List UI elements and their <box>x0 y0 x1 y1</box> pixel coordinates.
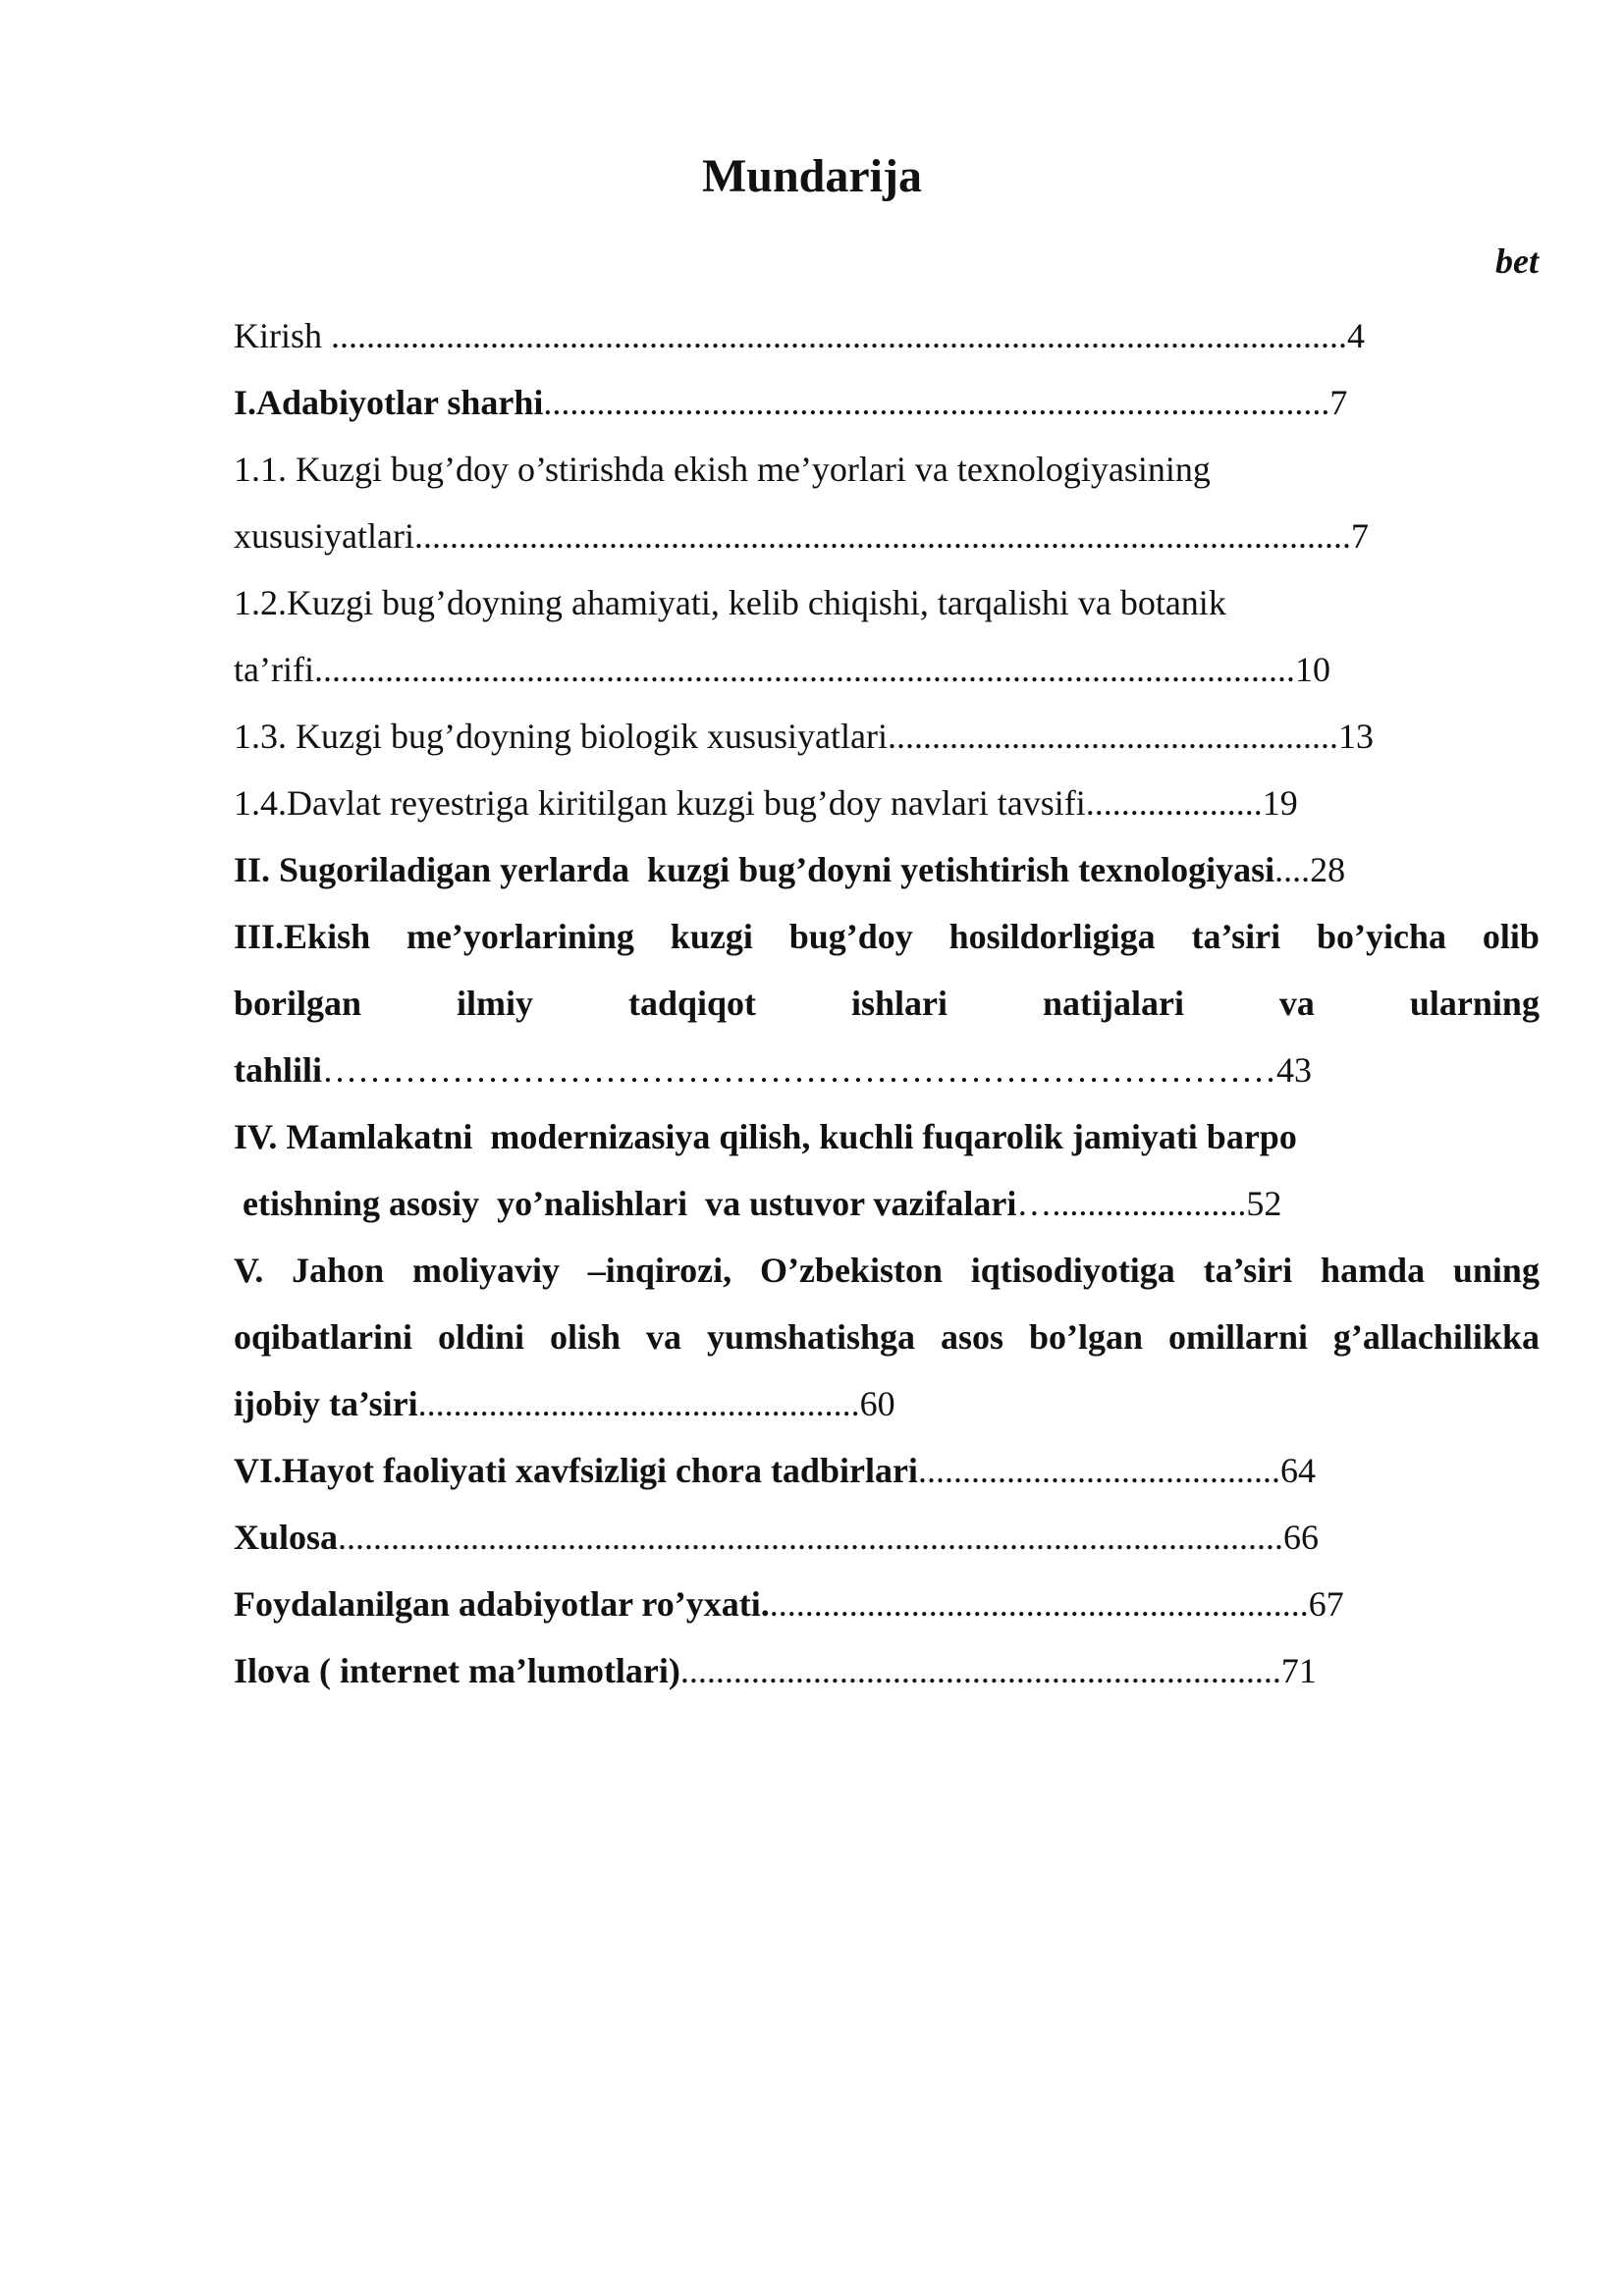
toc-entry-chapter-5-line3: ijobiy ta’siri..................................................60 <box>234 1384 895 1423</box>
word: asos <box>940 1317 1004 1357</box>
toc-entry-chapter-6: VI.Hayot faoliyati xavfsizligi chora tadbirlari.........................................64 <box>234 1451 1316 1490</box>
word: moliyaviy <box>412 1251 560 1290</box>
word: va <box>646 1317 682 1357</box>
word: va <box>1278 984 1315 1023</box>
toc-entry-1-1-line1: 1.1. Kuzgi bug’doy o’stirishda ekish me’yorlari va texnologiyasining <box>234 450 1211 489</box>
toc-entry-chapter-3-line3: tahlili………………………………………………………………………43 <box>234 1050 1313 1090</box>
word: natijalari <box>1042 984 1184 1023</box>
word: oldini <box>438 1317 525 1357</box>
toc-entry-1-3: 1.3. Kuzgi bug’doyning biologik xususiyatlari...................................................13 <box>234 717 1374 756</box>
toc-entry-chapter-4-line2: etishning asosiy yo’nalishlari va ustuvor vazifalari…......................52 <box>234 1184 1282 1223</box>
toc-entry-1-2-line2: ta’rifi...............................................................................................................10 <box>234 650 1330 689</box>
word: uning <box>1452 1251 1540 1290</box>
word: yumshatishga <box>706 1317 916 1357</box>
toc-entry-kirish: Kirish ...................................................................................................................4 <box>234 316 1365 355</box>
toc-entry-chapter-1: I.Adabiyotlar sharhi.........................................................................................7 <box>234 383 1348 422</box>
word: g’allachilikka <box>1332 1317 1540 1357</box>
word: ta’siri <box>1203 1251 1293 1290</box>
word: borilgan <box>234 984 362 1023</box>
word: Jahon <box>292 1251 385 1290</box>
word: bug’doy <box>788 917 913 956</box>
word: ta’siri <box>1191 917 1281 956</box>
word: hosildorligiga <box>948 917 1156 956</box>
table-of-contents <box>234 302 1540 1704</box>
word: ishlari <box>850 984 947 1023</box>
word: omillarni <box>1167 1317 1308 1357</box>
word: hamda <box>1321 1251 1426 1290</box>
word: ularning <box>1409 984 1540 1023</box>
toc-entry-1-1-line2: xususiyatlari..........................................................................................................7 <box>234 516 1369 556</box>
word: oqibatlarini <box>234 1317 413 1357</box>
toc-entry-1-4: 1.4.Davlat reyestriga kiritilgan kuzgi bug’doy navlari tavsifi....................19 <box>234 783 1298 823</box>
page-title: Mundarija <box>701 150 922 202</box>
toc-entry-chapter-3-line2 <box>234 970 1540 1037</box>
word: me’yorlarining <box>406 917 634 956</box>
toc-entry-1-2-line1: 1.2.Kuzgi bug’doyning ahamiyati, kelib chiqishi, tarqalishi va botanik <box>234 583 1226 622</box>
toc-entry-appendix: Ilova ( internet ma’lumotlari)....................................................................71 <box>234 1651 1317 1690</box>
toc-entry-xulosa: Xulosa...........................................................................................................66 <box>234 1518 1320 1557</box>
word: olish <box>550 1317 622 1357</box>
page-column-label: bet <box>1495 241 1539 281</box>
toc-entry-chapter-3-line1 <box>234 903 1540 970</box>
word: bo’lgan <box>1028 1317 1144 1357</box>
toc-entry-chapter-5-line2 <box>234 1304 1540 1370</box>
word: –inqirozi, <box>587 1251 732 1290</box>
toc-entry-chapter-5-line1 <box>234 1237 1540 1304</box>
word: iqtisodiyotiga <box>970 1251 1175 1290</box>
toc-entry-chapter-4-line1: IV. Mamlakatni modernizasiya qilish, kuchli fuqarolik jamiyati barpo <box>234 1117 1297 1156</box>
word: III.Ekish <box>234 917 371 956</box>
toc-entry-chapter-2: II. Sugoriladigan yerlarda kuzgi bug’doyni yetishtirish texnologiyasi....28 <box>234 850 1346 889</box>
toc-entry-references: Foydalanilgan adabiyotlar ro’yxati..............................................................67 <box>234 1584 1344 1624</box>
word: O’zbekiston <box>759 1251 943 1290</box>
word: V. <box>234 1251 264 1290</box>
word: ilmiy <box>457 984 533 1023</box>
word: tadqiqot <box>627 984 757 1023</box>
word: olib <box>1482 917 1540 956</box>
word: kuzgi <box>670 917 753 956</box>
word: bo’yicha <box>1317 917 1447 956</box>
